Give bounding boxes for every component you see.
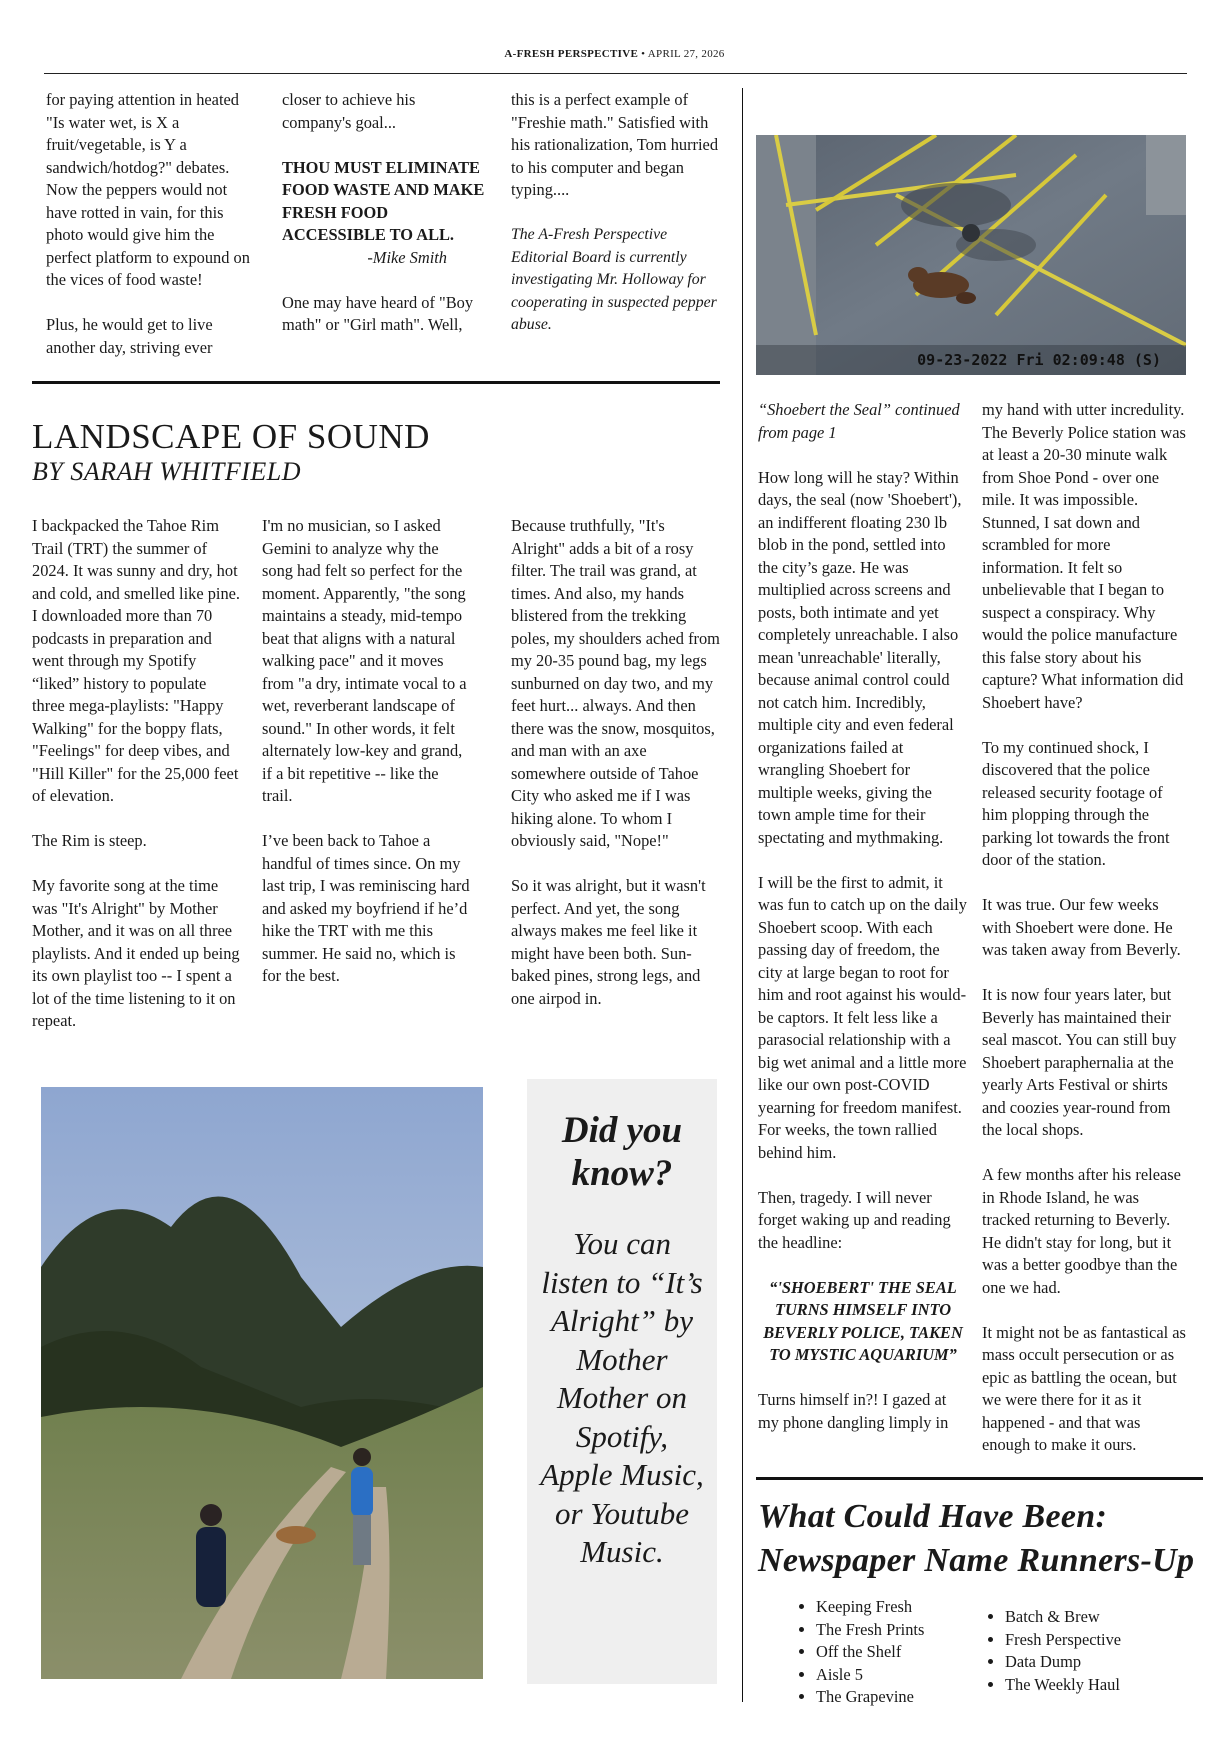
- hiking-trail-photo: [41, 1087, 483, 1679]
- runners-up-list-right: [979, 1606, 1189, 1696]
- paragraph: How long will he stay? Within days, the seal (now 'Shoebert'), an indifferent floating 230 lb blob in the pond, settled into the city’s gaze. He was multiplied across screens and posts, both intimate and yet completely unreachable. I also mean 'unreachable' literally, because animal control could not catch him. Incredibly, multiple city and even federal organizations failed at wrangling Shoebert for multiple weeks, giving the town ample time for their spectating and mythmaking.: [758, 467, 962, 847]
- paragraph: The Rim is steep.: [32, 831, 147, 850]
- masthead-separator: •: [638, 48, 648, 60]
- paragraph: It was true. Our few weeks with Shoebert were done. He was taken away from Beverly.: [982, 895, 1181, 959]
- paragraph: It is now four years later, but Beverly has maintained their seal mascot. You can still buy Shoebert paraphernalia at the yearly Arts Festival or shirts and coozies year-round from the local shops.: [982, 985, 1177, 1139]
- seal-headline: “'SHOEBERT' THE SEAL TURNS HIMSELF INTO BEVERLY POLICE, TAKEN TO MYSTIC AQUARIUM”: [763, 1277, 963, 1364]
- footage-timestamp: 09-23-2022 Fri 02:09:48 (S): [917, 351, 1161, 369]
- list-item: • Fresh Perspective: [1005, 1629, 1189, 1652]
- column-divider: [742, 88, 743, 1702]
- parking-lot-image: [756, 135, 1186, 375]
- masthead-name: A-FRESH PERSPECTIVE: [504, 48, 639, 60]
- paragraph: closer to achieve his company's goal...: [282, 90, 416, 132]
- paragraph: I backpacked the Tahoe Rim Trail (TRT) the summer of 2024. It was sunny and dry, hot and cold, and smelled like pine. I downloaded more than 70 podcasts in preparation and went through my Spotify “liked” history to populate three mega-playlists: "Happy Walking" for the boppy flats, "Feelings" for deep vibes, and "Hill Killer" for the 25,000 feet of elevation.: [32, 516, 241, 805]
- article-title: LANDSCAPE OF SOUND: [32, 417, 430, 456]
- masthead-date: APRIL 27, 2026: [647, 48, 725, 60]
- company-motto: THOU MUST ELIMINATE FOOD WASTE AND MAKE FRESH FOOD ACCESSIBLE TO ALL.: [282, 157, 485, 244]
- continued-note: “Shoebert the Seal” continued from page 1: [758, 400, 960, 442]
- top-rule: [44, 73, 1187, 74]
- paragraph: for paying attention in heated "Is water wet, is X a fruit/vegetable, is Y a sandwich/hotdog?" debates. Now the peppers would not have rotted in vain, for this photo would give him the perfect platform to expound on the vices of food waste!: [46, 90, 250, 289]
- editorial-note: The A-Fresh Perspective Editorial Board is currently investigating Mr. Holloway for cooperating in suspected pepper abuse.: [511, 226, 717, 333]
- runners-up-rule: [756, 1477, 1203, 1480]
- sound-col-1: [32, 515, 242, 1055]
- list-item: • The Fresh Prints: [816, 1619, 990, 1642]
- paragraph: Plus, he would get to live another day, striving ever: [46, 315, 213, 357]
- list-item: • Off the Shelf: [816, 1641, 990, 1664]
- paragraph: Because truthfully, "It's Alright" adds a bit of a rosy filter. The trail was grand, at times. And also, my hands blistered from the trekking poles, my shoulders ached from my 20-35 pound bag, my legs sunburned on day two, and my feet hurt... always. And then there was the snow, mosquitos, and man with an axe somewhere outside of Tahoe City who asked me if I was hiking alone. To whom I obviously said, "Nope!": [511, 516, 720, 850]
- continuation-col-3: [511, 89, 721, 359]
- security-footage-photo: [756, 135, 1186, 375]
- paragraph: One may have heard of "Boy math" or "Girl math". Well,: [282, 292, 474, 334]
- list-item: • Batch & Brew: [1005, 1606, 1189, 1629]
- seal-col-1: [758, 399, 968, 1457]
- paragraph: this is a perfect example of "Freshie math." Satisfied with his rationalization, Tom hurried to his computer and began typing....: [511, 90, 719, 199]
- paragraph: My favorite song at the time was "It's Alright" by Mother Mother, and it was on all three playlists. And it ended up being its own playlist too -- I spent a lot of the time listening to it on repeat.: [32, 876, 240, 1030]
- sound-col-2: [262, 515, 472, 1010]
- did-you-know-body: You can listen to “It’s Alright” by Mother Mother on Spotify, Apple Music, or Youtube Music.: [540, 1226, 704, 1569]
- list-item: • The Grapevine: [816, 1686, 990, 1709]
- sound-col-3: [511, 515, 721, 1033]
- paragraph: I will be the first to admit, it was fun to catch up on the daily Shoebert scoop. With each passing day of freedom, the city at large began to root for him and root against his would-be captors. It felt less like a parasocial relationship with a big wet animal and a little more like our own post-COVID yearning for freedom manifest. For weeks, the town rallied behind him.: [758, 872, 967, 1162]
- paragraph: my hand with utter incredulity. The Beverly Police station was at least a 20-30 minute walk from Shoe Pond - over one mile. It was impossible. Stunned, I sat down and scrambled for more information. It felt so unbelievable that I began to suspect a conspiracy. Why would the police manufacture this false story about his capture? What information did Shoebert have?: [982, 400, 1186, 712]
- continuation-col-2: [282, 89, 487, 359]
- runners-up-list-left: [790, 1596, 990, 1709]
- list-item: • The Weekly Haul: [1005, 1674, 1189, 1697]
- section-rule: [32, 381, 720, 384]
- list-item: • Data Dump: [1005, 1651, 1189, 1674]
- paragraph: Turns himself in?! I gazed at my phone dangling limply in: [758, 1390, 949, 1432]
- motto-attribution: -Mike Smith: [367, 247, 447, 267]
- paragraph: I’ve been back to Tahoe a handful of times since. On my last trip, I was reminiscing hard and asked my boyfriend if he’d hike the TRT with me this summer. He said no, which is for the best.: [262, 831, 470, 985]
- paragraph: So it was alright, but it wasn't perfect. And yet, the song always makes me feel like it might have been both. Sun-baked pines, strong legs, and one airpod in.: [511, 876, 706, 1008]
- seal-col-2: [982, 399, 1187, 1479]
- trail-image: [41, 1087, 483, 1679]
- paragraph: It might not be as fantastical as mass occult persecution or as epic as battling the ocean, but we were there for it as it happened - and that was enough to make it ours.: [982, 1322, 1186, 1454]
- continuation-col-1: [46, 89, 251, 382]
- article-byline: BY SARAH WHITFIELD: [32, 457, 301, 486]
- runners-up-title-line-2: Newspaper Name Runners-Up: [758, 1542, 1195, 1579]
- did-you-know-box: [527, 1079, 717, 1684]
- masthead: [0, 48, 1229, 60]
- article-header: [32, 417, 722, 487]
- runners-up-title-line-1: What Could Have Been:: [758, 1498, 1108, 1535]
- list-item: • Keeping Fresh: [816, 1596, 990, 1619]
- paragraph: Then, tragedy. I will never forget waking up and reading the headline:: [758, 1187, 951, 1252]
- did-you-know-title: Did you know?: [561, 1110, 683, 1194]
- list-item: • Aisle 5: [816, 1664, 990, 1687]
- runners-up-title: [758, 1495, 1218, 1583]
- paragraph: A few months after his release in Rhode Island, he was tracked returning to Beverly. He didn't stay for long, but it was a better goodbye than the one we had.: [982, 1165, 1181, 1297]
- paragraph: To my continued shock, I discovered that the police released security footage of him plopping through the parking lot towards the front door of the station.: [982, 737, 1170, 869]
- paragraph: I'm no musician, so I asked Gemini to analyze why the song had felt so perfect for the moment. Apparently, "the song maintains a steady, mid-tempo beat that aligns with a natural walking pace" and it moves from "a dry, intimate vocal to a wet, reverberant landscape of sound." In other words, it felt alternately low-key and grand, if a bit repetitive -- like the trail.: [262, 516, 467, 805]
